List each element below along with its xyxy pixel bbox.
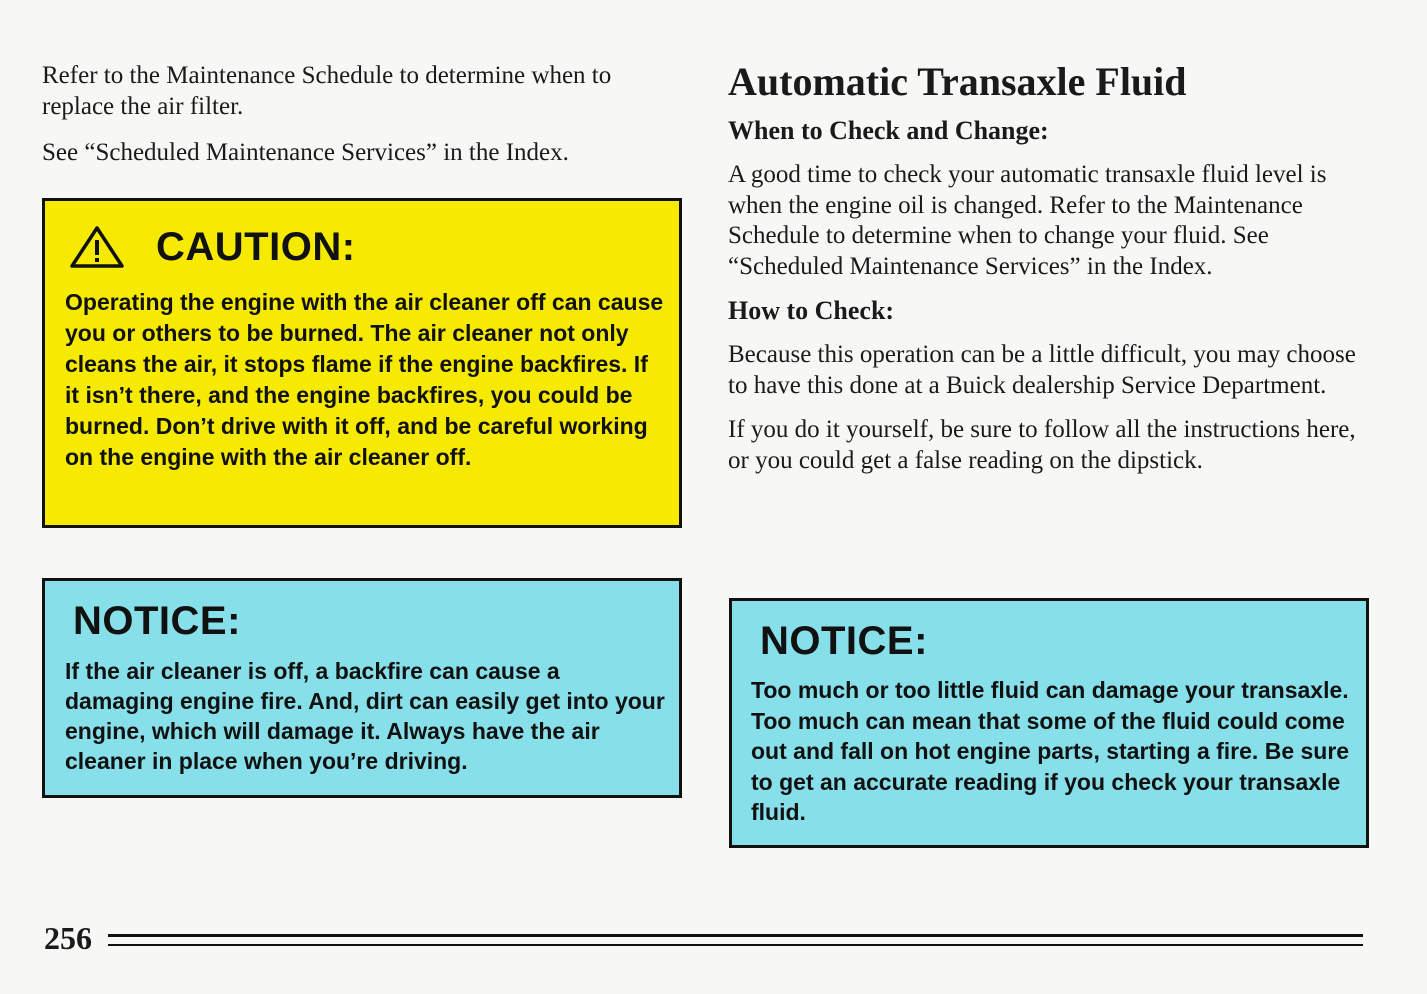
how-to-check-paragraph: Because this operation can be a little difficult, you may choose to have this done at a Buick dealership Service Department.: [728, 341, 1356, 399]
caution-text: Operating the engine with the air cleaner off can cause you or others to be burned. The air cleaner not only cleans the air, it stops flame if the engine backfires. If it isn’t there, and the engine backfires, you could be burned. Don’t drive with it off, and be careful working on the engine with the air cleaner off.: [65, 289, 664, 470]
index-reference-paragraph: See “Scheduled Maintenance Services” in the Index.: [42, 139, 569, 166]
when-to-check-subhead: When to Check and Change:: [728, 116, 1049, 145]
transaxle-notice-box: [729, 598, 1369, 848]
air-cleaner-notice-box: [42, 578, 682, 798]
air-cleaner-notice-text: If the air cleaner is off, a backfire can cause a damaging engine fire. And, dirt can easily get into your engine, which will damage it. Always have the air cleaner in place when you’re driving.: [65, 658, 665, 774]
notice-heading: NOTICE:: [73, 599, 241, 643]
notice-heading: NOTICE:: [760, 619, 928, 663]
footer-rule-thin: [108, 944, 1363, 946]
page-number: 256: [44, 920, 92, 956]
how-to-check-subhead: How to Check:: [728, 296, 895, 325]
footer-rule: [108, 934, 1363, 937]
caution-heading: CAUTION:: [156, 225, 356, 269]
right-column: [728, 60, 1368, 476]
transaxle-notice-text: Too much or too little fluid can damage your transaxle. Too much can mean that some of the fluid could come out and fall on hot engine parts, starting a fire. Be sure to get an accurate reading if you check your transaxle fluid.: [751, 677, 1350, 825]
air-filter-paragraph: Refer to the Maintenance Schedule to determine when to replace the air filter.: [42, 62, 612, 120]
warning-triangle-icon: [69, 225, 125, 269]
caution-box: [42, 198, 682, 528]
left-column: [42, 60, 682, 168]
section-title: Automatic Transaxle Fluid: [728, 59, 1187, 104]
do-it-yourself-paragraph: If you do it yourself, be sure to follow all the instructions here, or you could get a false reading on the dipstick.: [728, 416, 1356, 474]
when-to-check-paragraph: A good time to check your automatic transaxle fluid level is when the engine oil is changed. Refer to the Maintenance Schedule to determine when to change your fluid. See “Scheduled Maintenance Services” in the Index.: [728, 161, 1327, 280]
